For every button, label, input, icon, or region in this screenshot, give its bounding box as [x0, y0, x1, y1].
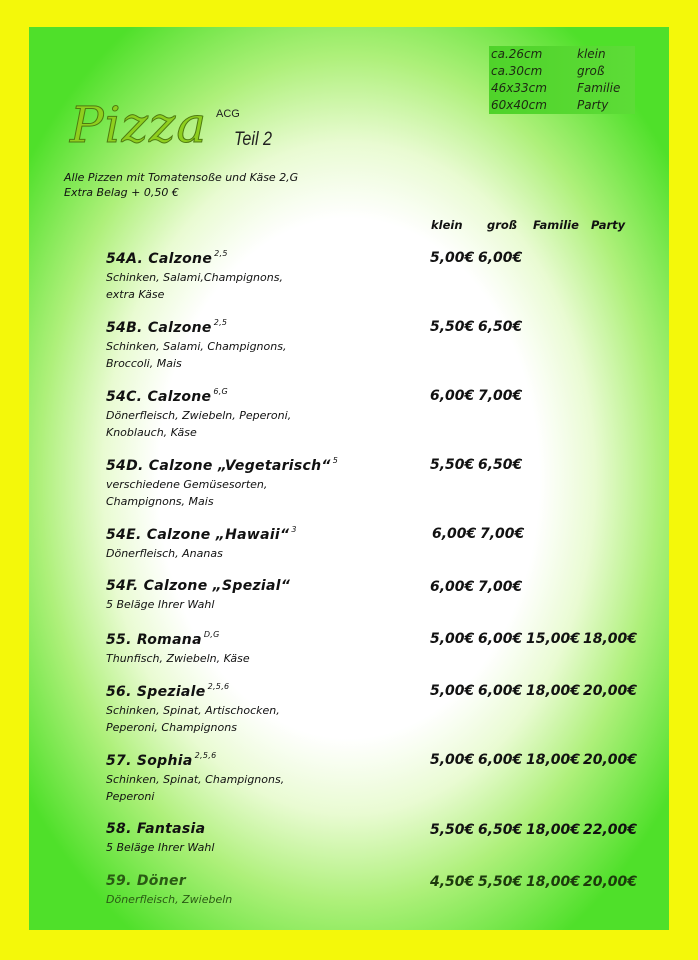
item-price: 18,00€ [526, 752, 581, 768]
description-line: Dönerfleisch, Ananas [106, 547, 223, 560]
item-price: 7,00€ [478, 579, 523, 595]
item-title [106, 630, 250, 648]
size-dim: 60x40cm [491, 98, 547, 112]
item-price: 5,00€ [430, 752, 475, 768]
description-line: Dönerfleisch, Zwiebeln, Peperoni, [106, 409, 292, 422]
item-description [106, 891, 232, 908]
item-price: 7,00€ [478, 388, 523, 404]
item-description [106, 839, 214, 856]
menu-item [106, 387, 291, 441]
menu-item [106, 682, 280, 736]
description-line: Schinken, Salami,Champignons, [106, 271, 283, 284]
item-title [106, 873, 232, 889]
item-name: 54A. Calzone [106, 251, 213, 267]
item-price: 4,50€ [430, 874, 475, 890]
item-name: 54C. Calzone [106, 389, 212, 405]
item-price: 6,00€ [478, 752, 523, 768]
item-price: 6,50€ [478, 822, 523, 838]
description-line: extra Käse [106, 288, 165, 301]
item-price: 6,00€ [478, 631, 523, 647]
item-price: 6,50€ [478, 319, 523, 335]
item-additives: 5 [332, 456, 339, 465]
item-name: 56. Speziale [106, 684, 206, 700]
description-line: 5 Beläge Ihrer Wahl [106, 598, 215, 611]
item-description [106, 338, 286, 372]
item-name: 57. Sophia [106, 753, 193, 769]
item-title [106, 751, 284, 769]
item-title [106, 821, 214, 837]
item-price: 6,00€ [430, 388, 475, 404]
item-additives: 2,5 [214, 249, 228, 258]
description-line: Dönerfleisch, Zwiebeln [106, 893, 233, 906]
item-price: 7,00€ [480, 526, 525, 542]
size-dim: 46x33cm [491, 81, 547, 95]
menu-item [106, 578, 290, 613]
item-title [106, 249, 283, 267]
item-title [106, 525, 297, 543]
item-title [106, 456, 338, 474]
item-price: 6,00€ [478, 250, 523, 266]
size-name: klein [577, 47, 606, 61]
size-name: Party [577, 98, 609, 112]
item-price: 6,00€ [478, 683, 523, 699]
item-description [106, 407, 291, 441]
description-line: Peperoni [106, 790, 155, 803]
item-title [106, 682, 280, 700]
item-name: 58. Fantasia [106, 821, 206, 837]
item-name: 54B. Calzone [106, 320, 212, 336]
intro-line: Alle Pizzen mit Tomatensoße und Käse 2,G [64, 171, 299, 184]
item-price: 20,00€ [583, 752, 638, 768]
column-header-gross: groß [487, 218, 518, 232]
item-title [106, 318, 286, 336]
item-additives: 3 [291, 525, 297, 534]
column-header-klein: klein [431, 218, 463, 232]
menu-item [106, 873, 232, 908]
item-additives: 2,5,6 [194, 751, 217, 760]
item-additives: 6,G [213, 387, 229, 396]
item-price: 22,00€ [583, 822, 638, 838]
description-line: 5 Beläge Ihrer Wahl [106, 841, 215, 854]
item-price: 20,00€ [583, 874, 638, 890]
description-line: Schinken, Spinat, Champignons, [106, 773, 285, 786]
item-price: 5,00€ [430, 683, 475, 699]
logo-word: Pizza [70, 96, 208, 154]
item-price: 5,50€ [478, 874, 523, 890]
item-description [106, 545, 297, 562]
item-price: 6,00€ [432, 526, 477, 542]
size-dim: ca.30cm [491, 64, 543, 78]
size-dim: ca.26cm [491, 47, 543, 61]
menu-item [106, 249, 283, 303]
menu-item [106, 821, 214, 856]
item-title [106, 578, 290, 594]
description-line: Knoblauch, Käse [106, 426, 197, 439]
intro-line: Extra Belag + 0,50 € [64, 186, 179, 199]
item-description [106, 269, 283, 303]
item-price: 5,50€ [430, 822, 475, 838]
description-line: Schinken, Spinat, Artischocken, [106, 704, 280, 717]
menu-item [106, 525, 297, 562]
description-line: Schinken, Salami, Champignons, [106, 340, 287, 353]
pizza-logo [70, 96, 207, 154]
item-price: 5,50€ [430, 457, 475, 473]
column-header-party: Party [591, 218, 626, 232]
item-name: 55. Romana [106, 632, 202, 648]
item-price: 20,00€ [583, 683, 638, 699]
item-additives: D,G [203, 630, 220, 639]
menu-item [106, 751, 284, 805]
item-name: 54D. Calzone „Vegetarisch“ [106, 458, 331, 474]
description-line: Peperoni, Champignons [106, 721, 237, 734]
item-additives: 2,5 [213, 318, 228, 327]
size-legend [489, 46, 635, 114]
item-description [106, 771, 284, 805]
description-line: Thunfisch, Zwiebeln, Käse [106, 652, 250, 665]
item-price: 5,50€ [430, 319, 475, 335]
description-line: Broccoli, Mais [106, 357, 182, 370]
menu-item [106, 630, 250, 667]
item-name: 54E. Calzone „Hawaii“ [106, 527, 290, 543]
item-name: 59. Döner [106, 873, 186, 889]
acg-label: ACG [216, 108, 240, 120]
item-price: 18,00€ [583, 631, 638, 647]
item-price: 18,00€ [526, 874, 581, 890]
item-price: 6,50€ [478, 457, 523, 473]
teil-label: Teil 2 [234, 129, 273, 150]
item-description [106, 702, 280, 736]
item-additives: 2,5,6 [207, 682, 230, 691]
item-description [106, 650, 250, 667]
item-price: 15,00€ [526, 631, 581, 647]
item-title [106, 387, 291, 405]
size-name: groß [577, 64, 605, 78]
item-price: 5,00€ [430, 631, 475, 647]
item-name: 54F. Calzone „Spezial“ [106, 578, 291, 594]
menu-item [106, 456, 338, 510]
column-header-familie: Familie [533, 218, 579, 232]
size-name: Familie [577, 81, 621, 95]
item-description [106, 596, 290, 613]
item-price: 6,00€ [430, 579, 475, 595]
menu-item [106, 318, 286, 372]
intro-text [64, 170, 298, 200]
item-description [106, 476, 338, 510]
item-price: 18,00€ [526, 822, 581, 838]
description-line: verschiedene Gemüsesorten, [106, 478, 268, 491]
item-price: 5,00€ [430, 250, 475, 266]
description-line: Champignons, Mais [106, 495, 214, 508]
item-price: 18,00€ [526, 683, 581, 699]
